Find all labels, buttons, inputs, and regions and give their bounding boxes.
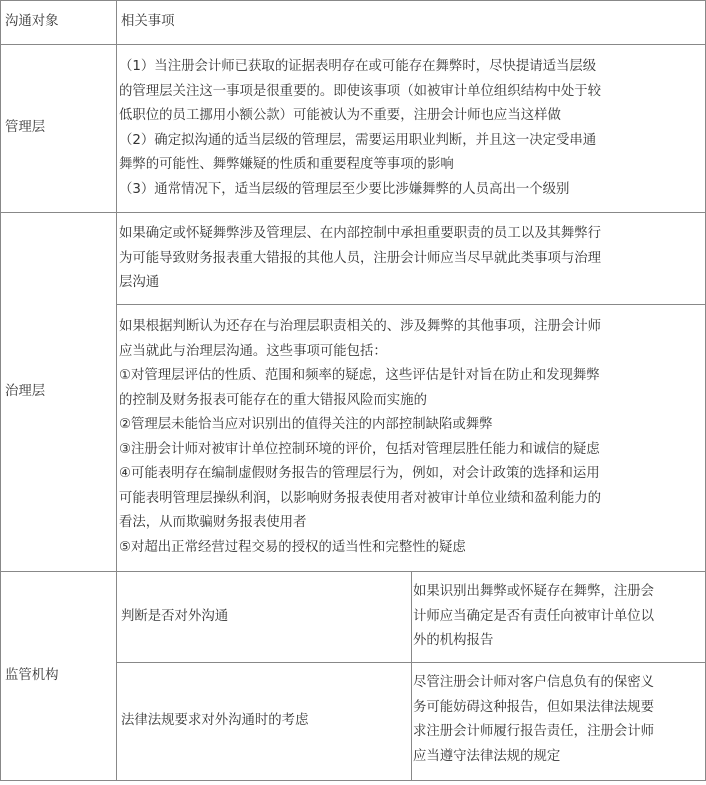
regulator-row1-item: 判断是否对外沟通 (121, 608, 229, 624)
regulator-label: 监管机构 (5, 667, 59, 683)
governance-block1 (117, 222, 705, 296)
management-line: （3）通常情况下，适当层级的管理层至少要比涉嫌舞弊的人员高出一个级别 (119, 181, 570, 197)
governance-line: 如果根据判断认为还存在与治理层职责相关的、涉及舞弊的其他事项，注册会计师 (119, 319, 602, 334)
governance-line: ②管理层未能恰当应对识别出的值得关注的内部控制缺陷或舞弊 (119, 417, 493, 432)
table-border-bottom (0, 780, 706, 781)
management-line: 舞弊的可能性、舞弊嫌疑的性质和重要程度等事项的影响 (119, 157, 454, 172)
regulator-row2-line: 尽管注册会计师对客户信息负有的保密义 (413, 675, 655, 690)
governance-inner-divider (116, 304, 706, 305)
regulator-row2-line: 应当遵守法律法规的规定 (413, 748, 561, 764)
regulator-row1-line: 计师应当确定是否有责任向被审计单位以 (413, 608, 655, 624)
header-col2: 相关事项 (121, 14, 175, 30)
regulator-row1-desc (411, 580, 705, 654)
governance-line: 为可能导致财务报表重大错报的其他人员，注册会计师应当尽早就此类事项与治理 (119, 250, 602, 266)
governance-line: 应当就此与治理层沟通。这些事项可能包括： (119, 343, 387, 359)
governance-line: ⑤对超出正常经营过程交易的授权的适当性和完整性的疑虑 (119, 539, 466, 555)
management-content (117, 55, 705, 202)
regulator-row1-line: 外的机构报告 (413, 633, 494, 648)
regulator-row1-line: 如果识别出舞弊或怀疑存在舞弊，注册会 (413, 584, 655, 599)
header-col1: 沟通对象 (5, 14, 59, 30)
governance-line: 可能表明管理层操纵利润，以影响财务报表使用者对被审计单位业绩和盈利能力的 (119, 490, 602, 506)
governance-line: ①对管理层评估的性质、范围和频率的疑虑，这些评估是针对旨在防止和发现舞弊 (119, 368, 600, 383)
governance-line: 层沟通 (119, 275, 160, 290)
management-line: 的管理层关注这一事项是很重要的。即使该事项（如被审计单位组织结构中处于较 (119, 83, 602, 99)
governance-label: 治理层 (5, 383, 46, 399)
management-line: （1）当注册会计师已获取的证据表明存在或可能存在舞弊时，尽快提请适当层级 (119, 59, 597, 74)
governance-line: ③注册会计师对被审计单位控制环境的评价，包括对管理层胜任能力和诚信的疑虑 (119, 441, 600, 457)
governance-line: 的控制及财务报表可能存在的重大错报风险而实施的 (119, 392, 427, 408)
governance-line: ④可能表明存在编制虚假财务报告的管理层行为，例如，对会计政策的选择和运用 (119, 466, 600, 481)
regulator-row2-desc (411, 671, 705, 769)
regulator-row2-line: 求注册会计师履行报告责任，注册会计师 (413, 724, 655, 739)
regulator-row2-line: 务可能妨碍这种报告，但如果法律法规要 (413, 699, 655, 715)
governance-block2 (117, 315, 705, 560)
management-line: 低职位的员工挪用小额公款）可能被认为不重要，注册会计师也应当这样做 (119, 108, 561, 123)
management-label: 管理层 (5, 120, 46, 136)
governance-line: 如果确定或怀疑舞弊涉及管理层、在内部控制中承担重要职责的员工以及其舞弊行 (119, 226, 602, 241)
management-line: （2）确定拟沟通的适当层级的管理层，需要运用职业判断，并且这一决定受串通 (119, 132, 597, 148)
governance-line: 看法，从而欺骗财务报表使用者 (119, 515, 307, 530)
regulator-row2-item: 法律法规要求对外沟通时的考虑 (121, 713, 309, 729)
